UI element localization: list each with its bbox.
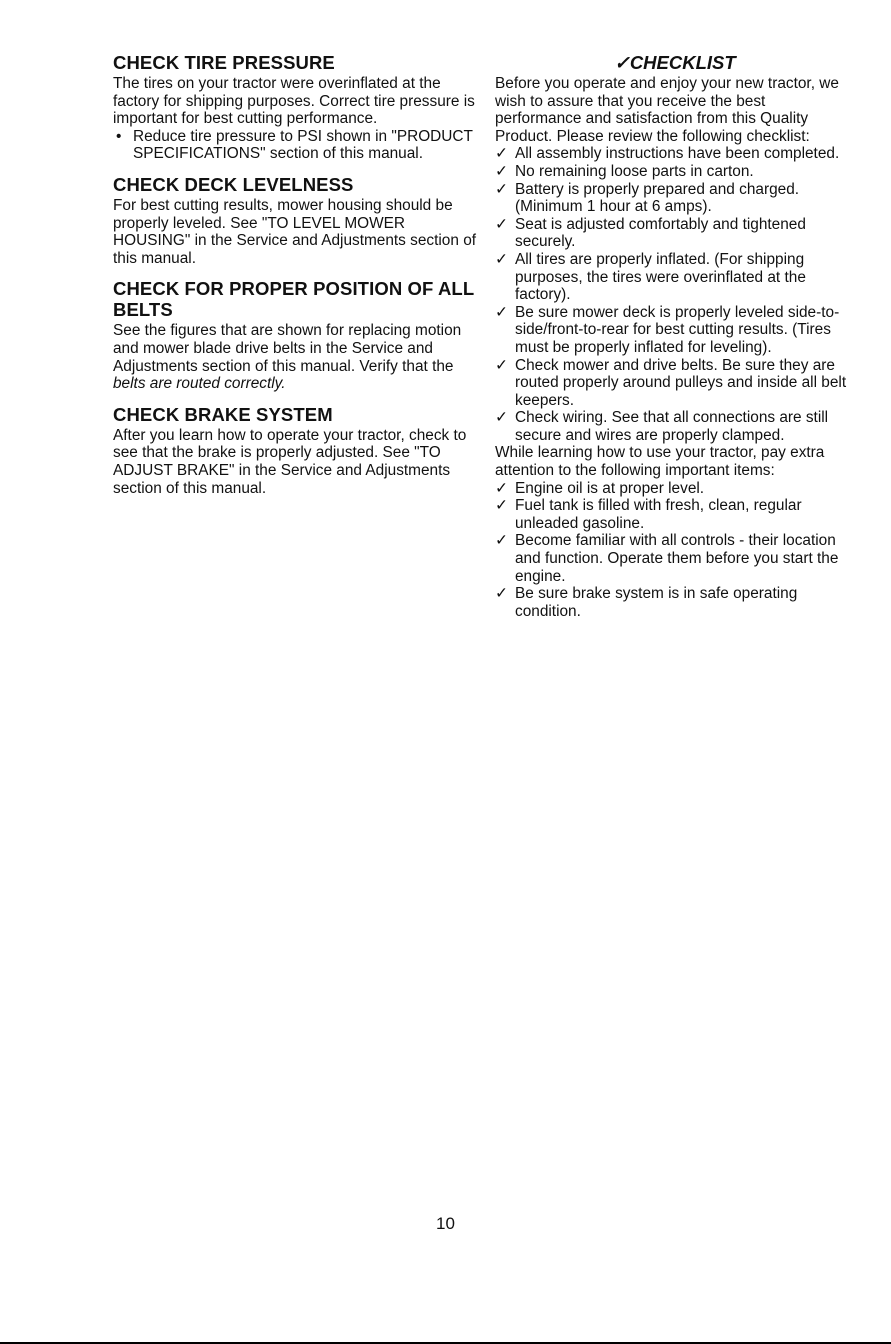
checklist-intro: Before you operate and enjoy your new tractor, we wish to assure that you receive the best performance and satisfaction from this Quality Product. Please review the following checklist: <box>495 75 839 145</box>
checklist-item <box>495 163 855 181</box>
checklist-item <box>495 304 855 357</box>
brake-heading: CHECK BRAKE SYSTEM <box>113 403 333 425</box>
checkmark-icon: ✓ <box>495 250 508 268</box>
tire-pressure-bullet <box>113 128 478 163</box>
checklist-item-text: Check wiring. See that all connections are still secure and wires are properly clamped. <box>515 409 829 444</box>
deck-levelness-heading: CHECK DECK LEVELNESS <box>113 173 354 195</box>
left-column <box>113 52 478 497</box>
checklist-item <box>495 145 855 163</box>
bullet-icon: • <box>116 127 122 145</box>
checkmark-icon: ✓ <box>495 180 508 198</box>
checklist-title-text: CHECKLIST <box>629 52 736 73</box>
checklist-item-text: All tires are properly inflated. (For shipping purposes, the tires were overinflated at the factory). <box>515 250 806 304</box>
checkmark-icon: ✓ <box>495 162 508 180</box>
deck-levelness-section <box>113 174 478 267</box>
belts-text-italic: belts are routed correctly. <box>113 375 286 393</box>
checklist-item-text: Seat is adjusted comfortably and tightened securely. <box>515 215 806 251</box>
belts-text <box>113 322 478 392</box>
tire-pressure-heading: CHECK TIRE PRESSURE <box>113 52 335 73</box>
checklist-title <box>495 52 855 73</box>
belts-section <box>113 278 478 392</box>
checklist-item-text: Be sure mower deck is properly leveled side-to-side/front-to-rear for best cutting results. (Tires must be properly inflated for leveling). <box>515 303 840 356</box>
learning-item-text: Fuel tank is filled with fresh, clean, regular unleaded gasoline. <box>515 497 802 532</box>
learning-item <box>495 585 855 620</box>
belts-heading: CHECK FOR PROPER POSITION OF ALL BELTS <box>113 278 474 321</box>
checklist-item-text: Battery is properly prepared and charged. (Minimum 1 hour at 6 amps). <box>515 180 800 216</box>
checkmark-icon: ✓ <box>495 303 508 321</box>
checklist-item-text: No remaining loose parts in carton. <box>515 162 754 180</box>
right-column <box>495 52 855 620</box>
checklist-item <box>495 409 855 444</box>
belts-text-main: See the figures that are shown for replacing motion and mower blade drive belts in the Service and Adjustments section of this manual. Verify that the <box>113 322 462 375</box>
checkmark-icon: ✓ <box>495 479 508 497</box>
checkmark-icon: ✓ <box>495 409 508 427</box>
learning-item-text: Engine oil is at proper level. <box>515 479 705 497</box>
checklist-item <box>495 251 855 304</box>
brake-text: After you learn how to operate your tractor, check to see that the brake is properly adjusted. See "TO ADJUST BRAKE" in the Service and Adjustments section of this manual. <box>113 426 467 497</box>
learning-intro: While learning how to use your tractor, pay extra attention to the following important items: <box>495 444 825 480</box>
tire-pressure-bullet-text: Reduce tire pressure to PSI shown in "PRODUCT SPECIFICATIONS" section of this manual. <box>133 127 473 163</box>
page-number: 10 <box>436 1214 455 1233</box>
deck-levelness-text: For best cutting results, mower housing should be properly leveled. See "TO LEVEL MOWER HOUSING" in the Service and Adjustments section of this manual. <box>113 196 477 267</box>
learning-items <box>495 480 855 621</box>
learning-item <box>495 497 855 532</box>
learning-item-text: Become familiar with all controls - their location and function. Operate them before you start the engine. <box>515 532 839 585</box>
checkmark-icon: ✓ <box>495 356 508 374</box>
checkmark-icon: ✓ <box>495 215 508 233</box>
checklist-item-text: Check mower and drive belts. Be sure they are routed properly around pulleys and inside all belt keepers. <box>515 356 847 409</box>
checklist-item <box>495 181 855 216</box>
checklist-item <box>495 216 855 251</box>
checkmark-icon: ✓ <box>495 532 508 550</box>
checklist-item-text: All assembly instructions have been completed. <box>515 145 840 163</box>
learning-item <box>495 532 855 585</box>
checkmark-icon: ✓ <box>614 52 630 73</box>
checkmark-icon: ✓ <box>495 585 508 603</box>
learning-item <box>495 480 855 498</box>
checkmark-icon: ✓ <box>495 497 508 515</box>
tire-pressure-section <box>113 52 478 163</box>
checklist-items <box>495 145 855 444</box>
brake-section <box>113 404 478 497</box>
checkmark-icon: ✓ <box>495 145 508 163</box>
checklist-item <box>495 357 855 410</box>
learning-item-text: Be sure brake system is in safe operating condition. <box>515 585 798 620</box>
tire-pressure-text: The tires on your tractor were overinflated at the factory for shipping purposes. Correct tire pressure is important for best cutting performance. <box>113 75 475 128</box>
